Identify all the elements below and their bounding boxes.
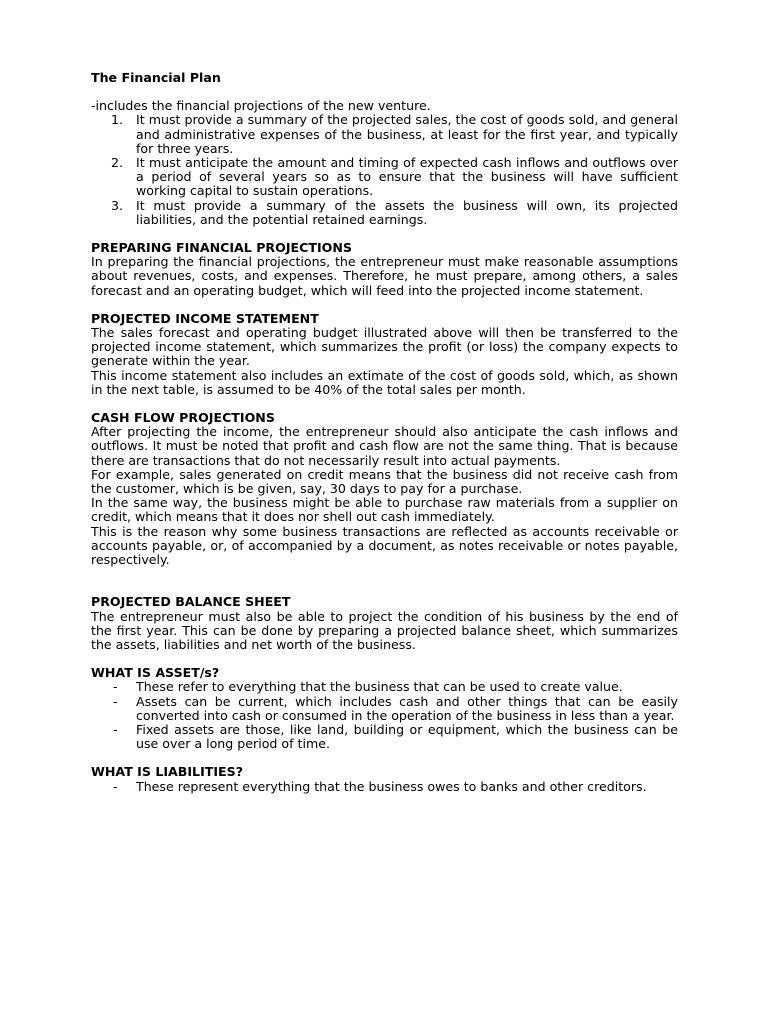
list-marker: - [113, 778, 118, 794]
section-heading-preparing: PREPARING FINANCIAL PROJECTIONS [91, 240, 352, 256]
list-item [91, 113, 678, 156]
list-item [91, 695, 678, 723]
section-heading-balance: PROJECTED BALANCE SHEET [91, 594, 291, 610]
section-heading-cashflow: CASH FLOW PROJECTIONS [91, 410, 275, 426]
list-marker: - [113, 721, 118, 737]
list-item-text: Assets can be current, which includes cash and other things that can be easily converted into cash or consumed in the operation of the business in less than a year. [136, 693, 678, 723]
list-item-text: It must provide a summary of the assets the business will own, its projected liabilities, and the potential retained earnings. [136, 197, 678, 227]
list-marker: - [113, 679, 118, 695]
section-heading-assets: WHAT IS ASSET/s? [91, 665, 220, 681]
list-item [91, 780, 678, 794]
assets-list [91, 680, 678, 751]
list-item [91, 723, 678, 751]
document-title: The Financial Plan [91, 70, 221, 85]
list-marker: 3. [111, 197, 124, 213]
list-item [91, 156, 678, 199]
list-item [91, 680, 678, 694]
section-heading-liabilities: WHAT IS LIABILITIES? [91, 764, 244, 780]
list-item [91, 199, 678, 227]
list-marker: - [113, 693, 118, 709]
list-item-text: It must provide a summary of the projected sales, the cost of goods sold, and general and administrative expenses of the business, at least for the first year, and typically for three years. [136, 112, 678, 156]
list-item-text: Fixed assets are those, like land, building or equipment, which the business can be use over a long period of time. [136, 721, 678, 752]
list-item-text: It must anticipate the amount and timing of expected cash inflows and outflows over a period of several years so as to ensure that the business will have sufficient working capital to sustain operations. [136, 155, 678, 199]
intro-text: -includes the financial projections of the new venture. [91, 98, 431, 114]
document-page [91, 71, 678, 794]
paragraph: The sales forecast and operating budget illustrated above will then be transferred to the projected income statement, which summarizes the profit (or loss) the company expects to generate within the year. [91, 325, 678, 369]
paragraph: In preparing the financial projections, the entrepreneur must make reasonable assumptions about revenues, costs, and expenses. Therefore, he must prepare, among others, a sales forecast and an operating budget, which will feed into the projected income statement. [91, 254, 678, 298]
list-marker: 2. [111, 155, 124, 171]
liabilities-list [91, 780, 678, 794]
list-item-text: These represent everything that the business owes to banks and other creditors. [136, 778, 647, 794]
list-item-text: These refer to everything that the business that can be used to create value. [136, 679, 623, 695]
list-marker: 1. [111, 112, 124, 128]
paragraph: This is the reason why some business transactions are reflected as accounts receivable or accounts payable, or, of accompanied by a document, as notes receivable or notes payable, respectively. [91, 523, 678, 568]
paragraph: In the same way, the business might be able to purchase raw materials from a supplier on credit, which means that it does nor shell out cash immediately. [91, 495, 678, 525]
intro-list [91, 113, 678, 227]
paragraph: The entrepreneur must also be able to project the condition of his business by the end of the first year. This can be done by preparing a projected balance sheet, which summarizes the assets, liabilities and net worth of the business. [91, 608, 678, 652]
paragraph: This income statement also includes an extimate of the cost of goods sold, which, as shown in the next table, is assumed to be 40% of the total sales per month. [91, 367, 678, 397]
section-heading-income: PROJECTED INCOME STATEMENT [91, 310, 319, 326]
paragraph: For example, sales generated on credit means that the business did not receive cash from the customer, which is be given, say, 30 days to pay for a purchase. [91, 466, 678, 497]
paragraph: After projecting the income, the entrepreneur should also anticipate the cash inflows and outflows. It must be noted that profit and cash flow are not the same thing. That is because there are transactions that do not necessarily result into actual payments. [91, 424, 678, 468]
